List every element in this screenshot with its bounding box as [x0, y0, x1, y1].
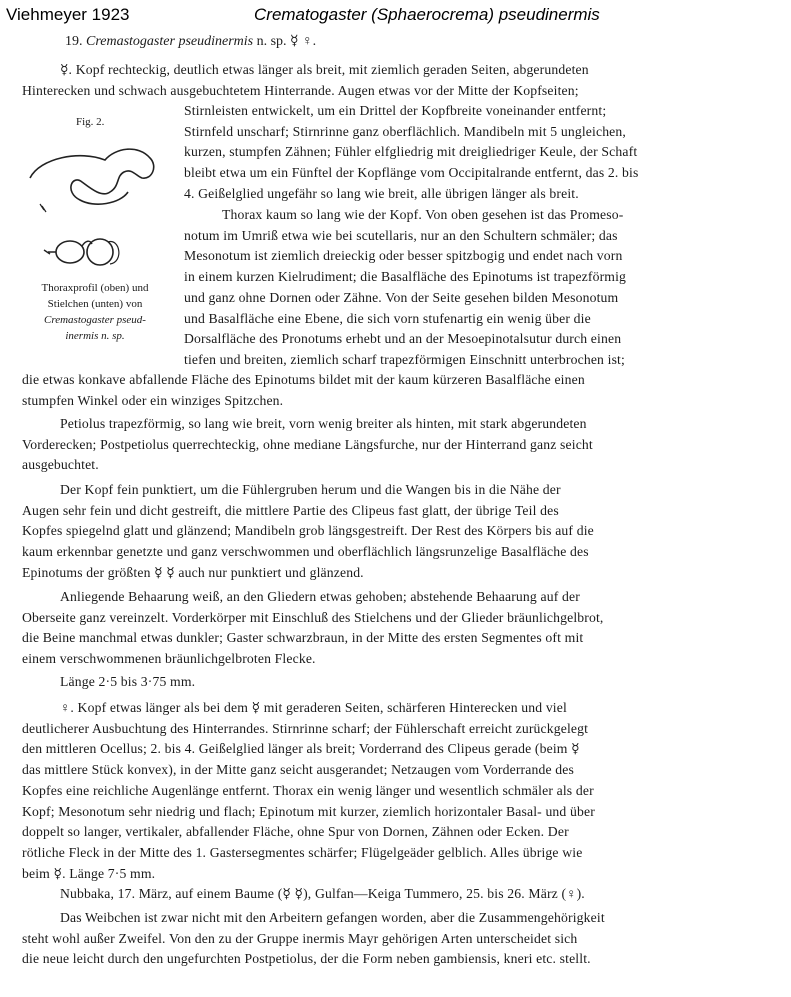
text-line: deutlicherer Ausbuchtung des Hinterrandes. Stirnrinne scharf; der Fühlerschaft erreicht zurückgelegt [22, 720, 589, 736]
text-line: Hinterecken und schwach ausgebuchtetem Hinterrande. Augen etwas vor der Mitte der Kopfseiten; [22, 82, 579, 98]
paragraph-sculpture [22, 480, 766, 584]
banner-author-year: Viehmeyer 1923 [6, 5, 130, 24]
paragraph-female [22, 698, 766, 884]
text-line: die neue leicht durch den ungefurchten Postpetiolus, der die Form neben gambiensis, kneri etc. stellt. [22, 951, 591, 967]
text-line: stumpfen Winkel oder ein winziges Spitzchen. [22, 392, 284, 408]
text-line: Kopfes eine reichliche Augenlänge entfernt. Thorax ein wenig länger und wesentlich schmäler als der [22, 782, 594, 798]
caption-line: Cremastogaster pseud- [44, 314, 146, 326]
thorax-profile-drawing [20, 128, 170, 288]
caption-line: Stielchen (unten) von [47, 298, 143, 310]
paragraph-thorax-cont [22, 370, 766, 411]
text-line: notum im Umriß etwa wie bei scutellaris, nur an den Schultern schmäler; das [184, 227, 618, 243]
text-line: ♀. Kopf etwas länger als bei dem ☿ mit geraderen Seiten, schärferen Hinterecken und viel [60, 700, 567, 715]
text-line: einem verschwommenen bräunlichgelbroten Flecke. [22, 651, 316, 667]
heading-number: 19. [65, 34, 83, 49]
text-line: den mittleren Ocellus; 2. bis 4. Geißelglied länger als breit; Vorderrand des Clipeus gerade (beim ☿ [22, 741, 580, 757]
text-line: Kopfes spiegelnd glatt und glänzend; Mandibeln grob längsgestreift. Der Rest des Körpers bis auf die [22, 523, 594, 539]
text-line: Mesonotum ist ziemlich dreieckig oder besser spitzbogig und endet nach vorn [184, 248, 623, 264]
text-line: Anliegende Behaarung weiß, an den Gliedern etwas gehoben; abstehende Behaarung auf der [60, 589, 580, 604]
paragraph-length [22, 672, 766, 693]
paragraph-worker-head [184, 101, 766, 205]
paragraph-remarks [22, 908, 766, 970]
text-line: Dorsalfläche des Pronotums erhebt und an der Mesoepinotalsutur durch einen [184, 331, 622, 347]
paragraph-pilosity [22, 587, 766, 670]
text-line: und Basalfläche eine Ebene, die sich vorn stufenartig ein wenig über die [184, 310, 591, 326]
heading-species: pseudinermis [178, 34, 254, 49]
figure-2 [20, 112, 170, 352]
text-line: Oberseite ganz vereinzelt. Vorderkörper mit Einschluß des Stielchens und der Glieder bräunlichgelbrot, [22, 609, 604, 625]
text-line: Kopf; Mesonotum sehr niedrig und flach; Epinotum mit kurzer, ziemlich horizontaler Basal- und über [22, 803, 595, 819]
text-line: bleibt etwa um ein Fünftel der Kopflänge vom Occipitalrande entfernt, das 2. bis [184, 165, 639, 181]
text-line: Länge 2·5 bis 3·75 mm. [60, 674, 196, 689]
text-line: ☿. Kopf rechteckig, deutlich etwas länger als breit, mit ziemlich geraden Seiten, abgerundeten [60, 62, 589, 77]
text-line: steht wohl außer Zweifel. Von den zu der Gruppe inermis Mayr gehörigen Arten unterscheidet sich [22, 930, 578, 946]
heading-genus: Cremastogaster [86, 34, 175, 49]
caption-line: Thoraxprofil (oben) und [41, 282, 149, 294]
text-line: die Beine manchmal etwas dunkler; Gaster schwarzbraun, in der Mitte des ersten Segmentes oft mit [22, 630, 584, 646]
text-line: Der Kopf fein punktiert, um die Fühlergruben herum und die Wangen bis in die Nähe der [60, 482, 561, 497]
text-line: und ganz ohne Dornen oder Zähne. Von der Seite gesehen bilden Mesonotum [184, 289, 619, 305]
text-line: beim ☿. Länge 7·5 mm. [22, 865, 156, 881]
paragraph-petiolus [22, 414, 766, 476]
text-line: Vorderecken; Postpetiolus querrechteckig, ohne mediane Längsfurche, nur der Hinterrand ganz seicht [22, 436, 593, 452]
paragraph-worker-intro [22, 60, 766, 101]
species-heading [65, 33, 316, 50]
figure-label: Fig. 2. [76, 116, 105, 128]
figure-caption [20, 280, 170, 344]
text-line: rötliche Fleck in der Mitte des 1. Gastersegmentes schärfer; Flügelgeäder gelblich. Alles übrige wie [22, 844, 583, 860]
text-line: ausgebuchtet. [22, 457, 99, 473]
paragraph-thorax [184, 205, 766, 371]
text-line: tiefen und breiten, ziemlich scharf trapezförmigen Einschnitt unterbrochen ist; [184, 351, 625, 367]
paragraph-locality [22, 884, 766, 905]
caption-line: inermis n. sp. [65, 330, 125, 342]
heading-suffix: n. sp. ☿ ♀. [256, 34, 317, 49]
text-line: doppelt so langer, vertikaler, abfallender Fläche, ohne Spur von Dornen, Zähnen oder Ecken. Der [22, 824, 569, 840]
text-line: Stirnfeld unscharf; Stirnrinne ganz oberflächlich. Mandibeln mit 5 ungleichen, [184, 123, 626, 139]
text-line: in einem kurzen Kielrudiment; die Basalfläche des Epinotums ist trapezförmig [184, 269, 627, 285]
text-line: Das Weibchen ist zwar nicht mit den Arbeitern gefangen worden, aber die Zusammengehörigkeit [60, 910, 605, 925]
text-line: kurzen, stumpfen Zähnen; Fühler elfgliedrig mit dreigliedriger Keule, der Schaft [184, 144, 638, 160]
text-line: kaum erkennbar genetzte und ganz verschwommen und oberflächlich längsrunzelige Basalfläche des [22, 544, 589, 560]
text-line: die etwas konkave abfallende Fläche des Epinotums bildet mit der kaum kürzeren Basalfläche einen [22, 372, 585, 387]
text-line: Stirnleisten entwickelt, um ein Drittel der Kopfbreite voneinander entfernt; [184, 103, 607, 118]
text-line: Petiolus trapezförmig, so lang wie breit, vorn wenig breiter als hinten, mit stark abgerundeten [60, 416, 587, 431]
text-line: Nubbaka, 17. März, auf einem Baume (☿ ☿), Gulfan—Keiga Tummero, 25. bis 26. März (♀). [60, 886, 585, 901]
text-line: das mittlere Stück konvex), in der Mitte ganz seicht ausgerandet; Netzaugen vom Vorderrande des [22, 762, 574, 778]
text-line: 4. Geißelglied ungefähr so lang wie breit, alle übrigen länger als breit. [184, 185, 579, 201]
banner-species: Crematogaster (Sphaerocrema) pseudinermis [254, 5, 600, 24]
text-line: Thorax kaum so lang wie der Kopf. Von oben gesehen ist das Promeso- [222, 207, 624, 222]
text-line: Epinotums der größten ☿ ☿ auch nur punktiert und glänzend. [22, 564, 364, 580]
text-line: Augen sehr fein und dicht gestreift, die mittlere Partie des Clipeus fast glatt, der übrige Teil des [22, 502, 559, 518]
